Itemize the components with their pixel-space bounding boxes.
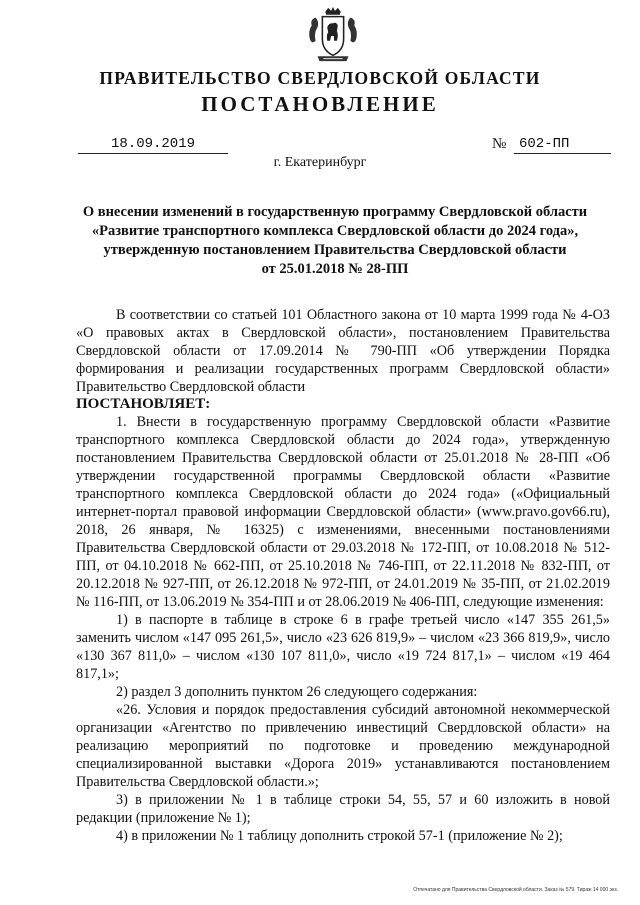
document-title — [60, 203, 610, 279]
title-line: утвержденную постановлением Правительства Свердловской области — [103, 242, 567, 258]
item-1-1: 1) в паспорте в таблице в строке 6 в графе третьей число «147 355 261,5» заменить числом «147 095 261,5», число «23 626 819,9» – числом «23 366 819,9», число «130 367 811,0» – числом «130 107 811,0», число «19 724 817,1» – числом «19 464 817,1»; — [76, 612, 610, 682]
document-date: 18.09.2019 — [78, 136, 228, 154]
title-line: О внесении изменений в государственную программу Свердловской области — [82, 204, 588, 220]
number-sign: № — [492, 136, 507, 152]
title-line: от 25.01.2018 № 28-ПП — [261, 261, 409, 277]
decree-heading: ПОСТАНОВЛЯЕТ: — [76, 396, 211, 412]
item-1: 1. Внести в государственную программу Свердловской области «Развитие транспортного комплекса Свердловской области до 2024 года», утвержденную постановлением Правительства Свердловской области от 25.01.2018 № 28-ПП «Об утверждении государственной программы Свердловской области «Развитие транспортного комплекса Свердловской области до 2024 года» («Официальный интернет-портал правовой информации Свердловской области» (www.pravo.gov66.ru), 2018, 26 января, № 16325) с изменениями, внесенными постановлениями Правительства Свердловской области от 29.03.2018 № 172-ПП, от 10.08.2018 № 512-ПП, от 04.10.2018 № 662-ПП, от 25.10.2018 № 746-ПП, от 22.11.2018 № 832-ПП, от 20.12.2018 № 927-ПП, от 26.12.2018 № 972-ПП, от 24.01.2019 № 35-ПП, от 21.02.2019 № 116-ПП, от 13.06.2019 № 354-ПП и от 28.06.2019 № 406-ПП, следующие изменения: — [76, 414, 610, 610]
item-1-2: 2) раздел 3 дополнить пунктом 26 следующего содержания: — [116, 684, 478, 700]
item-1-2-quote: «26. Условия и порядок предоставления субсидий автономной некоммерческой организации «Агентство по привлечению инвестиций Свердловской области» на реализацию мероприятий по подготовке и проведению международной специализированной выставки «Дорога 2019» устанавливаются постановлением Правительства Свердловской области.»; — [76, 702, 610, 790]
item-1-3: 3) в приложении № 1 в таблице строки 54, 55, 57 и 60 изложить в новой редакции (приложение № 1); — [76, 792, 610, 826]
title-line: «Развитие транспортного комплекса Свердловской области до 2024 года», — [91, 223, 579, 239]
organization-name: ПРАВИТЕЛЬСТВО СВЕРДЛОВСКОЙ ОБЛАСТИ — [99, 68, 541, 88]
coat-of-arms-icon — [304, 6, 362, 64]
print-note: Отпечатано для Правительства Свердловской области. Заказ № 579. Тираж 14 000 экз. — [413, 887, 618, 893]
document-body — [76, 306, 610, 845]
number-value: 602-ПП — [514, 136, 611, 154]
intro-paragraph: В соответствии со статьей 101 Областного закона от 10 марта 1999 года № 4-ОЗ «О правовых актах в Свердловской области», постановлением Правительства Свердловской области от 17.09.2014 № 790-ПП «Об утверждении Порядка формирования и реализации государственных программ Свердловской области» Правительство Свердловской области — [76, 307, 610, 395]
document-type: ПОСТАНОВЛЕНИЕ — [201, 92, 439, 116]
item-1-4: 4) в приложении № 1 таблицу дополнить строкой 57-1 (приложение № 2); — [116, 828, 563, 844]
city: г. Екатеринбург — [273, 155, 367, 170]
